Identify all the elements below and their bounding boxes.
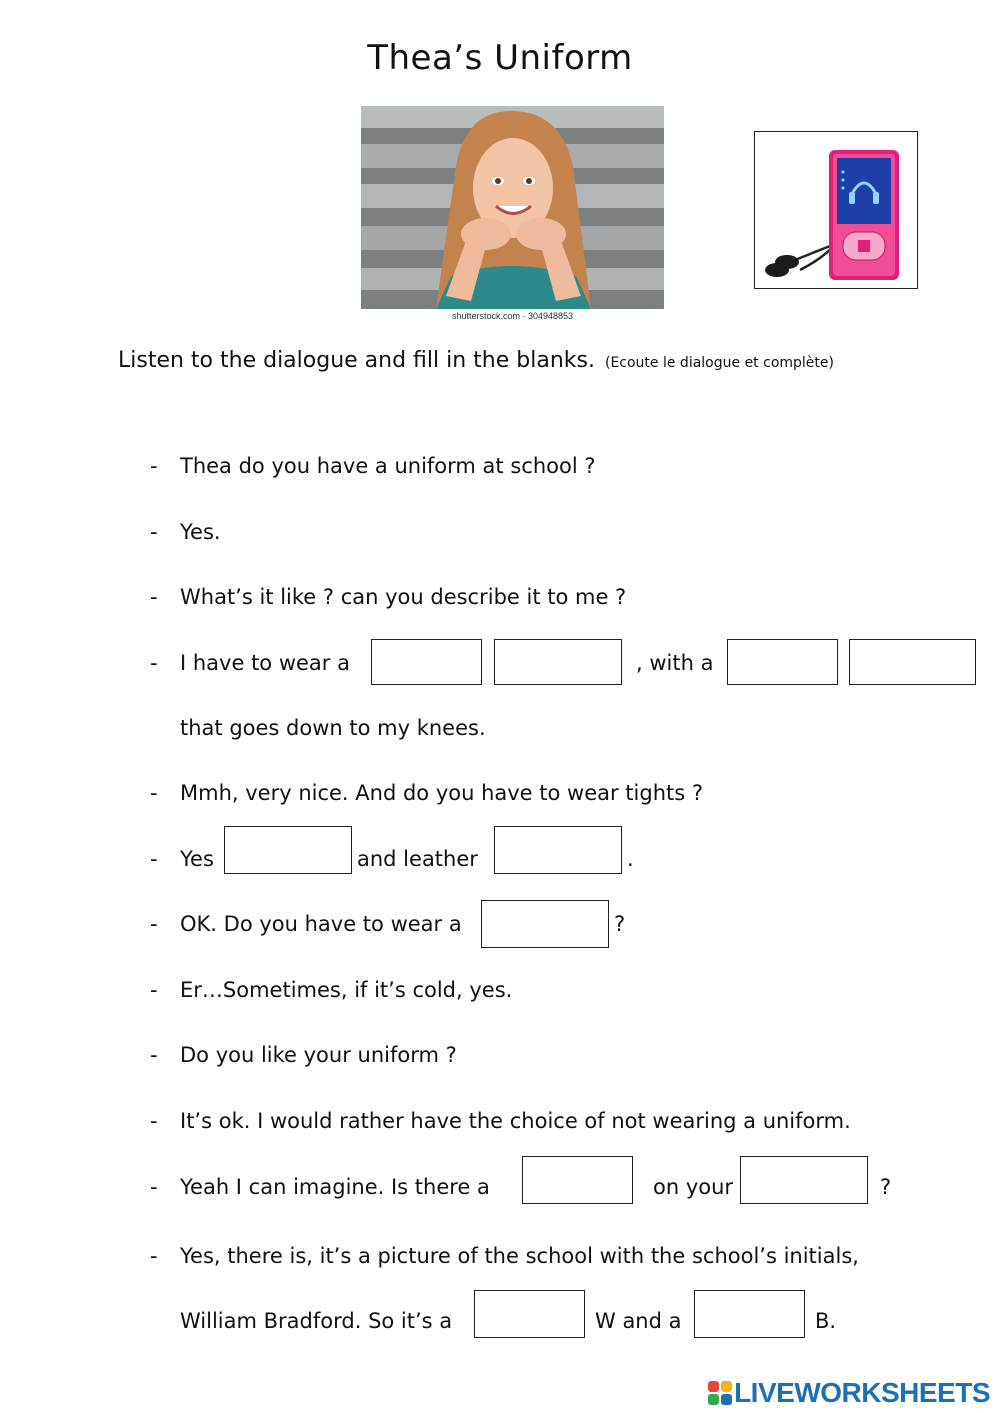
dialogue-line-4-start: I have to wear a	[180, 651, 350, 675]
dialogue-line-6-end: .	[627, 847, 634, 871]
answer-blank-7[interactable]	[481, 900, 609, 948]
answer-blank-3[interactable]	[727, 639, 838, 685]
dialogue-line-2: Yes.	[180, 520, 221, 544]
dialogue-line-13-start: William Bradford. So it’s a	[180, 1309, 453, 1333]
dialogue-line-4-mid: , with a	[636, 651, 714, 675]
mp3-player-icon	[754, 131, 918, 289]
liveworksheets-logo[interactable]	[708, 1378, 990, 1408]
dialogue-line-3: What’s it like ? can you describe it to me ?	[180, 585, 627, 609]
dialogue-dash: -	[150, 585, 158, 609]
dialogue-line-4-end: that goes down to my knees.	[180, 716, 486, 740]
dialogue-line-6-mid: and leather	[357, 847, 478, 871]
dialogue-dash: -	[150, 912, 158, 936]
photo-credit: shutterstock.com · 304948853	[451, 311, 574, 321]
dialogue-line-11-mid: on your	[653, 1175, 734, 1199]
answer-blank-2[interactable]	[494, 639, 622, 685]
answer-blank-6[interactable]	[494, 826, 622, 874]
dialogue-line-13-mid: W and a	[595, 1309, 682, 1333]
dialogue-line-5: Mmh, very nice. And do you have to wear tights ?	[180, 781, 704, 805]
dialogue-dash: -	[150, 847, 158, 871]
dialogue-line-7-end: ?	[614, 912, 626, 936]
instruction-french: (Ecoute le dialogue et complète)	[604, 355, 834, 371]
dialogue-line-13-end: B.	[815, 1309, 837, 1333]
girl-photo-illustration	[361, 106, 664, 309]
dialogue-dash: -	[150, 1175, 158, 1199]
dialogue-dash: -	[150, 454, 158, 478]
answer-blank-4[interactable]	[849, 639, 976, 685]
dialogue-dash: -	[150, 1244, 158, 1268]
dialogue-line-7-start: OK. Do you have to wear a	[180, 912, 462, 936]
dialogue-dash: -	[150, 1043, 158, 1067]
liveworksheets-logo-icon	[708, 1381, 732, 1405]
worksheet-title: Thea’s Uniform	[367, 38, 633, 78]
dialogue-line-6-start: Yes	[180, 847, 214, 871]
answer-blank-5[interactable]	[224, 826, 352, 874]
girl-photo	[361, 106, 664, 309]
dialogue-line-11-end: ?	[880, 1175, 892, 1199]
liveworksheets-logo-text: LIVEWORKSHEETS	[734, 1377, 990, 1408]
answer-blank-9[interactable]	[740, 1156, 868, 1204]
dialogue-line-12: Yes, there is, it’s a picture of the school with the school’s initials,	[180, 1244, 859, 1268]
answer-blank-8[interactable]	[522, 1156, 633, 1204]
instruction	[118, 348, 834, 373]
dialogue-line-9: Do you like your uniform ?	[180, 1043, 457, 1067]
dialogue-dash: -	[150, 1109, 158, 1133]
dialogue-line-10: It’s ok. I would rather have the choice of not wearing a uniform.	[180, 1109, 851, 1133]
dialogue-dash: -	[150, 978, 158, 1002]
dialogue-line-8: Er…Sometimes, if it’s cold, yes.	[180, 978, 513, 1002]
answer-blank-10[interactable]	[474, 1290, 585, 1338]
answer-blank-11[interactable]	[694, 1290, 805, 1338]
dialogue-line-1: Thea do you have a uniform at school ?	[180, 454, 596, 478]
dialogue-dash: -	[150, 520, 158, 544]
dialogue-line-11-start: Yeah I can imagine. Is there a	[180, 1175, 490, 1199]
answer-blank-1[interactable]	[371, 639, 482, 685]
dialogue-dash: -	[150, 781, 158, 805]
instruction-main: Listen to the dialogue and fill in the blanks.	[118, 348, 595, 373]
dialogue-dash: -	[150, 651, 158, 675]
